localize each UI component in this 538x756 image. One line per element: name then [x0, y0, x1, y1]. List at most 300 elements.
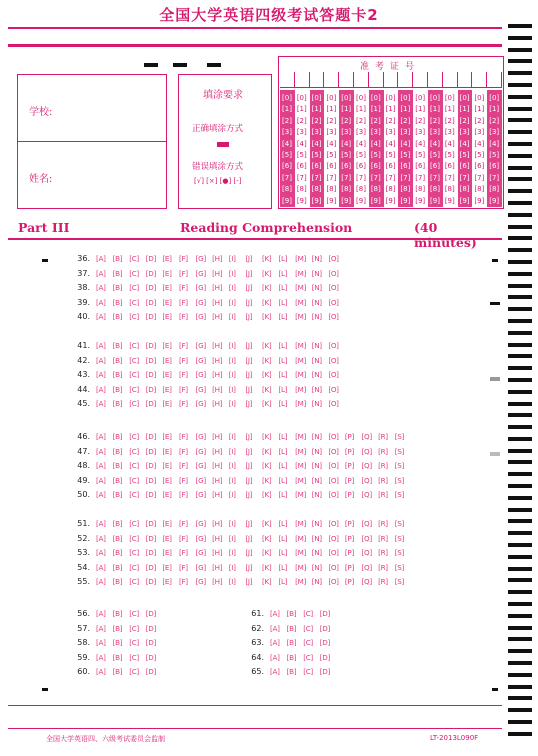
- digit-bubble[interactable]: [6]: [444, 162, 455, 171]
- digit-bubble[interactable]: [4]: [341, 139, 352, 148]
- digit-bubble[interactable]: [9]: [430, 196, 440, 205]
- digit-bubble[interactable]: [5]: [474, 151, 485, 159]
- digit-bubble[interactable]: [3]: [459, 128, 470, 137]
- option-bubble[interactable]: [D]: [145, 609, 157, 618]
- option-bubble[interactable]: [O]: [328, 533, 339, 543]
- option-bubble[interactable]: [F]: [178, 446, 188, 456]
- option-bubble[interactable]: [F]: [178, 533, 188, 543]
- option-bubble[interactable]: [B]: [112, 461, 123, 471]
- option-bubble[interactable]: [O]: [328, 399, 339, 409]
- option-bubble[interactable]: [D]: [145, 312, 157, 322]
- digit-bubble[interactable]: [9]: [370, 196, 381, 205]
- option-bubble[interactable]: [Q]: [361, 446, 372, 456]
- digit-bubble[interactable]: [7]: [400, 173, 411, 182]
- option-bubble[interactable]: [M]: [295, 355, 307, 365]
- option-bubble[interactable]: [L]: [278, 268, 288, 278]
- option-bubble[interactable]: [Q]: [361, 533, 372, 543]
- digit-bubble[interactable]: [1]: [444, 105, 455, 114]
- digit-bubble[interactable]: [6]: [296, 162, 307, 171]
- option-bubble[interactable]: [D]: [145, 399, 157, 409]
- digit-bubble[interactable]: [7]: [326, 173, 337, 182]
- option-bubble[interactable]: [G]: [195, 254, 206, 263]
- option-bubble[interactable]: [G]: [195, 399, 206, 409]
- option-bubble[interactable]: [A]: [96, 638, 106, 648]
- option-bubble[interactable]: [S]: [394, 562, 404, 572]
- option-bubble[interactable]: [E]: [162, 533, 172, 543]
- option-bubble[interactable]: [F]: [178, 384, 188, 394]
- digit-bubble[interactable]: [0]: [311, 94, 322, 102]
- option-bubble[interactable]: [L]: [278, 519, 288, 528]
- option-bubble[interactable]: [S]: [394, 533, 404, 543]
- option-bubble[interactable]: [J]: [245, 399, 253, 409]
- option-bubble[interactable]: [J]: [245, 355, 253, 365]
- digit-bubble[interactable]: [0]: [282, 94, 292, 102]
- option-bubble[interactable]: [D]: [145, 297, 157, 307]
- digit-bubble[interactable]: [1]: [370, 105, 381, 114]
- option-bubble[interactable]: [Q]: [361, 519, 372, 528]
- digit-bubble[interactable]: [3]: [282, 128, 292, 137]
- option-bubble[interactable]: [C]: [303, 667, 313, 677]
- option-bubble[interactable]: [Q]: [361, 432, 372, 441]
- digit-bubble[interactable]: [4]: [459, 139, 470, 148]
- digit-bubble[interactable]: [2]: [415, 116, 426, 125]
- option-bubble[interactable]: [B]: [112, 355, 123, 365]
- option-bubble[interactable]: [D]: [145, 490, 157, 500]
- option-bubble[interactable]: [I]: [228, 254, 236, 263]
- option-bubble[interactable]: [J]: [245, 548, 253, 558]
- digit-bubble[interactable]: [3]: [296, 128, 307, 137]
- digit-bubble[interactable]: [9]: [282, 196, 292, 205]
- option-bubble[interactable]: [A]: [96, 341, 106, 350]
- option-bubble[interactable]: [K]: [261, 312, 272, 322]
- digit-bubble[interactable]: [8]: [282, 185, 292, 194]
- option-bubble[interactable]: [J]: [245, 490, 253, 500]
- digit-bubble[interactable]: [3]: [385, 128, 396, 137]
- option-bubble[interactable]: [G]: [195, 461, 206, 471]
- option-bubble[interactable]: [L]: [278, 341, 288, 350]
- digit-bubble[interactable]: [7]: [430, 173, 440, 182]
- option-bubble[interactable]: [K]: [261, 548, 272, 558]
- option-bubble[interactable]: [F]: [178, 562, 188, 572]
- option-bubble[interactable]: [H]: [212, 283, 223, 293]
- option-bubble[interactable]: [D]: [145, 254, 157, 263]
- option-bubble[interactable]: [S]: [394, 490, 404, 500]
- option-bubble[interactable]: [S]: [394, 432, 404, 441]
- option-bubble[interactable]: [I]: [228, 341, 236, 350]
- digit-bubble[interactable]: [9]: [341, 196, 352, 205]
- option-bubble[interactable]: [C]: [303, 623, 313, 633]
- option-bubble[interactable]: [R]: [378, 432, 388, 441]
- digit-bubble[interactable]: [1]: [430, 105, 440, 114]
- option-bubble[interactable]: [M]: [295, 446, 307, 456]
- digit-bubble[interactable]: [2]: [385, 116, 396, 125]
- option-bubble[interactable]: [C]: [129, 490, 139, 500]
- option-bubble[interactable]: [M]: [295, 297, 307, 307]
- option-bubble[interactable]: [D]: [145, 475, 157, 485]
- digit-bubble[interactable]: [7]: [311, 173, 322, 182]
- option-bubble[interactable]: [F]: [178, 399, 188, 409]
- option-bubble[interactable]: [L]: [278, 312, 288, 322]
- digit-bubble[interactable]: [7]: [296, 173, 307, 182]
- option-bubble[interactable]: [A]: [96, 577, 106, 587]
- option-bubble[interactable]: [O]: [328, 490, 339, 500]
- digit-bubble[interactable]: [2]: [311, 116, 322, 125]
- digit-bubble[interactable]: [5]: [489, 151, 500, 159]
- digit-bubble[interactable]: [0]: [326, 94, 337, 102]
- option-bubble[interactable]: [K]: [261, 268, 272, 278]
- option-bubble[interactable]: [M]: [295, 283, 307, 293]
- digit-bubble[interactable]: [2]: [430, 116, 440, 125]
- option-bubble[interactable]: [O]: [328, 548, 339, 558]
- digit-bubble[interactable]: [4]: [326, 139, 337, 148]
- option-bubble[interactable]: [A]: [96, 384, 106, 394]
- digit-bubble[interactable]: [9]: [311, 196, 322, 205]
- option-bubble[interactable]: [A]: [96, 461, 106, 471]
- option-bubble[interactable]: [C]: [129, 533, 139, 543]
- digit-bubble[interactable]: [3]: [326, 128, 337, 137]
- option-bubble[interactable]: [H]: [212, 370, 223, 380]
- option-bubble[interactable]: [G]: [195, 268, 206, 278]
- option-bubble[interactable]: [J]: [245, 312, 253, 322]
- digit-bubble[interactable]: [8]: [370, 185, 381, 194]
- option-bubble[interactable]: [S]: [394, 461, 404, 471]
- option-bubble[interactable]: [P]: [344, 490, 354, 500]
- option-bubble[interactable]: [H]: [212, 533, 223, 543]
- option-bubble[interactable]: [M]: [295, 384, 307, 394]
- option-bubble[interactable]: [I]: [228, 490, 236, 500]
- digit-bubble[interactable]: [7]: [385, 173, 396, 182]
- digit-bubble[interactable]: [9]: [489, 196, 500, 205]
- option-bubble[interactable]: [L]: [278, 297, 288, 307]
- option-bubble[interactable]: [M]: [295, 312, 307, 322]
- option-bubble[interactable]: [J]: [245, 432, 253, 441]
- option-bubble[interactable]: [A]: [96, 490, 106, 500]
- option-bubble[interactable]: [N]: [311, 533, 322, 543]
- digit-bubble[interactable]: [6]: [311, 162, 322, 171]
- option-bubble[interactable]: [N]: [311, 548, 322, 558]
- option-bubble[interactable]: [G]: [195, 475, 206, 485]
- option-bubble[interactable]: [A]: [96, 370, 106, 380]
- digit-bubble[interactable]: [6]: [326, 162, 337, 171]
- option-bubble[interactable]: [F]: [178, 475, 188, 485]
- option-bubble[interactable]: [H]: [212, 355, 223, 365]
- option-bubble[interactable]: [C]: [129, 609, 139, 618]
- option-bubble[interactable]: [A]: [96, 312, 106, 322]
- option-bubble[interactable]: [L]: [278, 254, 288, 263]
- option-bubble[interactable]: [N]: [311, 490, 322, 500]
- option-bubble[interactable]: [L]: [278, 475, 288, 485]
- digit-bubble[interactable]: [3]: [356, 128, 366, 137]
- option-bubble[interactable]: [N]: [311, 355, 322, 365]
- option-bubble[interactable]: [G]: [195, 519, 206, 528]
- option-bubble[interactable]: [D]: [145, 432, 157, 441]
- option-bubble[interactable]: [P]: [344, 432, 354, 441]
- digit-bubble[interactable]: [1]: [282, 105, 292, 114]
- option-bubble[interactable]: [F]: [178, 519, 188, 528]
- digit-bubble[interactable]: [5]: [311, 151, 322, 159]
- digit-bubble[interactable]: [4]: [282, 139, 292, 148]
- option-bubble[interactable]: [A]: [96, 623, 106, 633]
- digit-bubble[interactable]: [6]: [385, 162, 396, 171]
- option-bubble[interactable]: [C]: [129, 577, 139, 587]
- digit-bubble[interactable]: [1]: [311, 105, 322, 114]
- option-bubble[interactable]: [B]: [286, 652, 297, 662]
- digit-bubble[interactable]: [1]: [326, 105, 337, 114]
- option-bubble[interactable]: [A]: [96, 609, 106, 618]
- option-bubble[interactable]: [E]: [162, 490, 172, 500]
- option-bubble[interactable]: [M]: [295, 341, 307, 350]
- digit-bubble[interactable]: [6]: [370, 162, 381, 171]
- option-bubble[interactable]: [C]: [129, 475, 139, 485]
- option-bubble[interactable]: [B]: [286, 638, 297, 648]
- option-bubble[interactable]: [C]: [129, 297, 139, 307]
- option-bubble[interactable]: [B]: [112, 667, 123, 677]
- option-bubble[interactable]: [E]: [162, 384, 172, 394]
- option-bubble[interactable]: [I]: [228, 312, 236, 322]
- digit-bubble[interactable]: [8]: [341, 185, 352, 194]
- option-bubble[interactable]: [O]: [328, 475, 339, 485]
- digit-bubble[interactable]: [6]: [474, 162, 485, 171]
- option-bubble[interactable]: [A]: [270, 623, 280, 633]
- option-bubble[interactable]: [C]: [129, 446, 139, 456]
- digit-bubble[interactable]: [6]: [459, 162, 470, 171]
- option-bubble[interactable]: [N]: [311, 577, 322, 587]
- digit-bubble[interactable]: [2]: [326, 116, 337, 125]
- option-bubble[interactable]: [F]: [178, 283, 188, 293]
- digit-bubble[interactable]: [8]: [444, 185, 455, 194]
- option-bubble[interactable]: [K]: [261, 461, 272, 471]
- option-bubble[interactable]: [A]: [96, 283, 106, 293]
- digit-bubble[interactable]: [6]: [341, 162, 352, 171]
- digit-bubble[interactable]: [5]: [415, 151, 426, 159]
- option-bubble[interactable]: [K]: [261, 254, 272, 263]
- option-bubble[interactable]: [I]: [228, 562, 236, 572]
- digit-bubble[interactable]: [7]: [415, 173, 426, 182]
- option-bubble[interactable]: [D]: [145, 623, 157, 633]
- option-bubble[interactable]: [D]: [145, 283, 157, 293]
- digit-bubble[interactable]: [0]: [296, 94, 307, 102]
- option-bubble[interactable]: [R]: [378, 548, 388, 558]
- option-bubble[interactable]: [O]: [328, 370, 339, 380]
- option-bubble[interactable]: [J]: [245, 254, 253, 263]
- option-bubble[interactable]: [M]: [295, 475, 307, 485]
- option-bubble[interactable]: [K]: [261, 490, 272, 500]
- option-bubble[interactable]: [G]: [195, 533, 206, 543]
- option-bubble[interactable]: [F]: [178, 432, 188, 441]
- option-bubble[interactable]: [G]: [195, 548, 206, 558]
- option-bubble[interactable]: [O]: [328, 577, 339, 587]
- digit-bubble[interactable]: [5]: [282, 151, 292, 159]
- option-bubble[interactable]: [B]: [112, 283, 123, 293]
- option-bubble[interactable]: [P]: [344, 519, 354, 528]
- digit-bubble[interactable]: [4]: [296, 139, 307, 148]
- option-bubble[interactable]: [O]: [328, 384, 339, 394]
- option-bubble[interactable]: [S]: [394, 577, 404, 587]
- digit-bubble[interactable]: [3]: [370, 128, 381, 137]
- option-bubble[interactable]: [F]: [178, 254, 188, 263]
- option-bubble[interactable]: [D]: [319, 609, 331, 618]
- option-bubble[interactable]: [N]: [311, 432, 322, 441]
- option-bubble[interactable]: [B]: [112, 384, 123, 394]
- digit-bubble[interactable]: [5]: [296, 151, 307, 159]
- option-bubble[interactable]: [D]: [145, 652, 157, 662]
- option-bubble[interactable]: [B]: [112, 652, 123, 662]
- digit-bubble[interactable]: [5]: [459, 151, 470, 159]
- option-bubble[interactable]: [O]: [328, 355, 339, 365]
- digit-bubble[interactable]: [9]: [356, 196, 366, 205]
- option-bubble[interactable]: [K]: [261, 446, 272, 456]
- option-bubble[interactable]: [D]: [145, 461, 157, 471]
- option-bubble[interactable]: [B]: [112, 254, 123, 263]
- option-bubble[interactable]: [M]: [295, 254, 307, 263]
- option-bubble[interactable]: [J]: [245, 446, 253, 456]
- option-bubble[interactable]: [R]: [378, 577, 388, 587]
- option-bubble[interactable]: [M]: [295, 399, 307, 409]
- option-bubble[interactable]: [R]: [378, 446, 388, 456]
- option-bubble[interactable]: [J]: [245, 297, 253, 307]
- digit-bubble[interactable]: [5]: [400, 151, 411, 159]
- option-bubble[interactable]: [O]: [328, 283, 339, 293]
- digit-bubble[interactable]: [7]: [356, 173, 366, 182]
- option-bubble[interactable]: [I]: [228, 268, 236, 278]
- option-bubble[interactable]: [G]: [195, 446, 206, 456]
- option-bubble[interactable]: [J]: [245, 283, 253, 293]
- digit-bubble[interactable]: [3]: [444, 128, 455, 137]
- option-bubble[interactable]: [L]: [278, 283, 288, 293]
- option-bubble[interactable]: [E]: [162, 312, 172, 322]
- option-bubble[interactable]: [E]: [162, 268, 172, 278]
- digit-bubble[interactable]: [8]: [415, 185, 426, 194]
- option-bubble[interactable]: [C]: [129, 623, 139, 633]
- option-bubble[interactable]: [F]: [178, 461, 188, 471]
- digit-bubble[interactable]: [8]: [311, 185, 322, 194]
- option-bubble[interactable]: [O]: [328, 562, 339, 572]
- option-bubble[interactable]: [Q]: [361, 475, 372, 485]
- digit-bubble[interactable]: [0]: [356, 94, 366, 102]
- digit-bubble[interactable]: [4]: [415, 139, 426, 148]
- option-bubble[interactable]: [B]: [112, 370, 123, 380]
- option-bubble[interactable]: [L]: [278, 490, 288, 500]
- option-bubble[interactable]: [F]: [178, 490, 188, 500]
- option-bubble[interactable]: [D]: [145, 268, 157, 278]
- option-bubble[interactable]: [P]: [344, 548, 354, 558]
- option-bubble[interactable]: [K]: [261, 341, 272, 350]
- digit-bubble[interactable]: [7]: [489, 173, 500, 182]
- option-bubble[interactable]: [D]: [319, 667, 331, 677]
- option-bubble[interactable]: [G]: [195, 341, 206, 350]
- option-bubble[interactable]: [B]: [112, 609, 123, 618]
- option-bubble[interactable]: [N]: [311, 562, 322, 572]
- option-bubble[interactable]: [J]: [245, 519, 253, 528]
- option-bubble[interactable]: [H]: [212, 297, 223, 307]
- option-bubble[interactable]: [C]: [129, 268, 139, 278]
- option-bubble[interactable]: [N]: [311, 254, 322, 263]
- option-bubble[interactable]: [P]: [344, 577, 354, 587]
- digit-bubble[interactable]: [9]: [326, 196, 337, 205]
- digit-bubble[interactable]: [3]: [474, 128, 485, 137]
- option-bubble[interactable]: [R]: [378, 562, 388, 572]
- digit-bubble[interactable]: [8]: [385, 185, 396, 194]
- digit-bubble[interactable]: [6]: [415, 162, 426, 171]
- option-bubble[interactable]: [H]: [212, 384, 223, 394]
- option-bubble[interactable]: [E]: [162, 475, 172, 485]
- option-bubble[interactable]: [H]: [212, 446, 223, 456]
- option-bubble[interactable]: [O]: [328, 312, 339, 322]
- option-bubble[interactable]: [L]: [278, 399, 288, 409]
- digit-bubble[interactable]: [7]: [444, 173, 455, 182]
- option-bubble[interactable]: [O]: [328, 519, 339, 528]
- option-bubble[interactable]: [B]: [286, 623, 297, 633]
- digit-bubble[interactable]: [2]: [282, 116, 292, 125]
- option-bubble[interactable]: [A]: [96, 297, 106, 307]
- option-bubble[interactable]: [F]: [178, 268, 188, 278]
- option-bubble[interactable]: [L]: [278, 577, 288, 587]
- option-bubble[interactable]: [M]: [295, 490, 307, 500]
- option-bubble[interactable]: [J]: [245, 268, 253, 278]
- option-bubble[interactable]: [F]: [178, 548, 188, 558]
- digit-bubble[interactable]: [4]: [356, 139, 366, 148]
- option-bubble[interactable]: [Q]: [361, 461, 372, 471]
- option-bubble[interactable]: [C]: [129, 548, 139, 558]
- option-bubble[interactable]: [A]: [96, 399, 106, 409]
- option-bubble[interactable]: [I]: [228, 355, 236, 365]
- option-bubble[interactable]: [D]: [145, 638, 157, 648]
- digit-bubble[interactable]: [4]: [430, 139, 440, 148]
- digit-bubble[interactable]: [0]: [489, 94, 500, 102]
- option-bubble[interactable]: [P]: [344, 475, 354, 485]
- option-bubble[interactable]: [R]: [378, 519, 388, 528]
- digit-bubble[interactable]: [8]: [400, 185, 411, 194]
- option-bubble[interactable]: [I]: [228, 399, 236, 409]
- option-bubble[interactable]: [H]: [212, 268, 223, 278]
- option-bubble[interactable]: [N]: [311, 268, 322, 278]
- option-bubble[interactable]: [M]: [295, 577, 307, 587]
- option-bubble[interactable]: [H]: [212, 432, 223, 441]
- option-bubble[interactable]: [B]: [286, 609, 297, 618]
- option-bubble[interactable]: [H]: [212, 562, 223, 572]
- option-bubble[interactable]: [M]: [295, 268, 307, 278]
- digit-bubble[interactable]: [3]: [430, 128, 440, 137]
- option-bubble[interactable]: [H]: [212, 399, 223, 409]
- option-bubble[interactable]: [J]: [245, 577, 253, 587]
- digit-bubble[interactable]: [3]: [341, 128, 352, 137]
- option-bubble[interactable]: [G]: [195, 432, 206, 441]
- option-bubble[interactable]: [A]: [270, 652, 280, 662]
- option-bubble[interactable]: [B]: [112, 399, 123, 409]
- option-bubble[interactable]: [F]: [178, 297, 188, 307]
- option-bubble[interactable]: [B]: [112, 432, 123, 441]
- digit-bubble[interactable]: [5]: [444, 151, 455, 159]
- option-bubble[interactable]: [Q]: [361, 490, 372, 500]
- digit-bubble[interactable]: [9]: [296, 196, 307, 205]
- option-bubble[interactable]: [C]: [129, 667, 139, 677]
- option-bubble[interactable]: [E]: [162, 548, 172, 558]
- option-bubble[interactable]: [F]: [178, 312, 188, 322]
- option-bubble[interactable]: [C]: [129, 341, 139, 350]
- option-bubble[interactable]: [E]: [162, 283, 172, 293]
- option-bubble[interactable]: [D]: [319, 623, 331, 633]
- digit-bubble[interactable]: [0]: [459, 94, 470, 102]
- digit-bubble[interactable]: [5]: [356, 151, 366, 159]
- option-bubble[interactable]: [C]: [129, 355, 139, 365]
- digit-bubble[interactable]: [1]: [489, 105, 500, 114]
- digit-bubble[interactable]: [5]: [385, 151, 396, 159]
- option-bubble[interactable]: [A]: [270, 609, 280, 618]
- option-bubble[interactable]: [I]: [228, 432, 236, 441]
- option-bubble[interactable]: [K]: [261, 475, 272, 485]
- digit-bubble[interactable]: [0]: [430, 94, 440, 102]
- option-bubble[interactable]: [A]: [96, 475, 106, 485]
